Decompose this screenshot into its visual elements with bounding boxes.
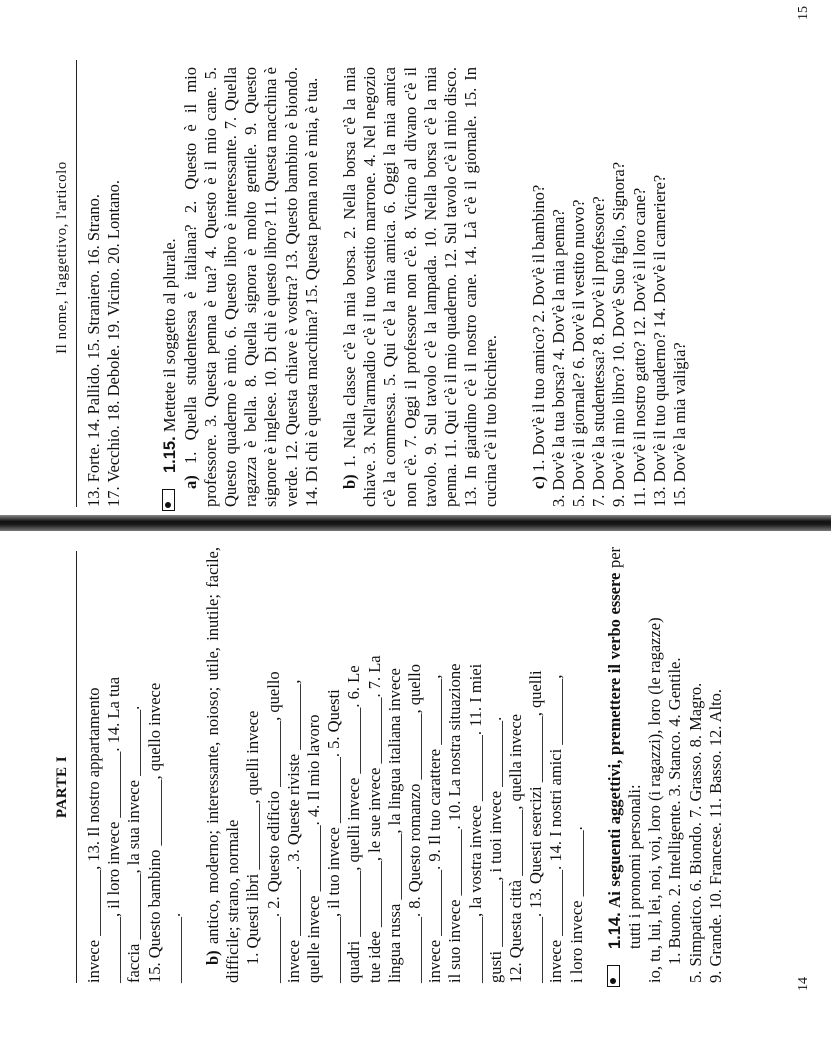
text-line: ________, il loro invece ________. 14. La tua <box>104 676 124 983</box>
exercise-line: ________. 8. Questo romanzo ________, quello <box>405 664 425 983</box>
exercise-items: 1. Buono. 2. Intelligente. 3. Stanco. 4. Gentile. <box>665 657 685 965</box>
page-header: Il nome, l'aggettivo, l'articolo <box>54 161 70 354</box>
text-line: 17. Vecchio. 18. Debole. 19. Vicino. 20. Lontano. <box>104 180 124 507</box>
audio-cassette-icon <box>162 489 175 511</box>
exercise-line: ________. 2. Questo edificio ________, quello <box>263 671 283 983</box>
exercise-instruction: Ai seguenti aggettivi, premettere il verbo <box>604 619 624 908</box>
exercise-line: ________. 13. Questi esercizi ________, quelli <box>526 670 546 983</box>
right-page <box>0 0 831 515</box>
spacer <box>502 67 520 507</box>
spacer <box>322 67 340 507</box>
pronoun-list: io, tu, lui, lei, noi, voi, loro (i ragazzi), loro (le ragazze) <box>645 617 665 983</box>
exercise-number: 1.15. <box>161 436 180 473</box>
exercise-line: invece ________. 9. Il tuo carattere ________, <box>425 674 445 983</box>
exercise-line: 5. Dov'è il giornale? 6. Dov'è il vestito nuovo? <box>569 199 589 507</box>
part-a-label: a) <box>180 475 200 489</box>
part-a-paragraph <box>181 67 322 507</box>
page-number: 15 <box>796 6 811 20</box>
exercise-line: 7. Dov'è la studentessa? 8. Dov'è il professore? <box>589 196 609 507</box>
spacer <box>520 67 529 507</box>
header-rule <box>76 60 77 507</box>
header-rule <box>76 551 77 983</box>
exercise-line: tue idee ________, le sue invece ________. 7. La <box>364 655 384 983</box>
exercise-line: 11. Dov'è il nostro gatto? 12. Dov'è il loro cane? <box>629 187 649 507</box>
exercise-line: 15. Dov'è la mia valigia? <box>670 342 690 507</box>
exercise-line: quadri ________, quelli invece ________. 6. Le <box>344 665 364 983</box>
exercise-line: lingua russa ________, la lingua italiana invece <box>384 668 404 983</box>
exercise-number: 1.14. <box>605 912 624 949</box>
spacer <box>142 67 160 507</box>
part-c-label: c) <box>528 476 548 489</box>
exercise-instruction: Mettete il soggetto al plurale. <box>160 238 180 433</box>
exercise-line: gusti ________, i tuoi invece ________. <box>485 716 505 983</box>
exercise-line: 1. Questi libri ________, quelli invece <box>243 710 263 965</box>
left-page <box>0 531 831 1043</box>
page-number: 14 <box>796 977 811 991</box>
exercise-items: 9. Grande. 10. Francese. 11. Basso. 12. Alto. <box>705 688 725 983</box>
exercise-line: 3. Dov'è la tua borsa? 4. Dov'è la mia penna? <box>548 209 568 507</box>
spacer <box>185 547 203 983</box>
text-line: ________. <box>164 912 184 983</box>
adjective-list: antico, moderno; interessante, noioso; utile, inutile; facile, difficile; strano, normale <box>203 546 243 983</box>
exercise-line: ________, la vostra invece ________. 11. I miei <box>465 663 485 983</box>
left-text-column <box>84 547 726 983</box>
text-line: faccia ________, la sua invece ________. <box>124 705 144 983</box>
part-b-label: b) <box>203 950 223 965</box>
exercise-line: il suo invece ________. 10. La nostra situazione <box>445 663 465 983</box>
book-spine-shadow <box>0 515 831 531</box>
exercise-line: invece ________. 14. I nostri amici ________, <box>546 674 566 983</box>
exercise-instruction-end: per tutti i pronomi personali: <box>604 546 645 949</box>
exercise-1-15-heading <box>160 67 180 507</box>
exercise-1-14-heading <box>605 547 645 983</box>
text-line: 15. Questo bambino ________, quello invece <box>144 682 164 983</box>
exercise-line: i loro invece ________. <box>566 826 586 983</box>
part-c-first-line <box>529 67 549 507</box>
right-text-column <box>84 67 690 507</box>
part-b-text: 1. Nella classe c'è la mia borsa. 2. Nella borsa c'è la mia chiave. 3. Nell'armadio c'è il tuo vestito marrone. 4. Nel negozio c'è la commessa. 5. Qui c'è la mia amica. 6. Oggi la mia amica non c'è. 7. Oggi il professore non c'è. 8. Vicino al divano c'è il tavolo. 9. Sul tavolo c'è la lampada. 10. Nella borsa c'è la mia penna. 11. Qui c'è il mio quaderno. 12. Sul tavolo c'è il mio disco. 13. In giardino c'è il nostro cane. 14. Là c'è il giornale. 15. In cucina c'è il tuo bicchiere. <box>340 66 501 507</box>
text-line: 13. Forte. 14. Pallido. 15. Straniero. 16. Strano. <box>84 193 103 507</box>
part-b-intro <box>203 547 243 983</box>
spacer <box>587 547 605 983</box>
page-header: PARTE I <box>54 755 70 819</box>
part-b-paragraph <box>340 67 502 507</box>
exercise-line: 13. Dov'è il tuo quaderno? 14. Dov'è il cameriere? <box>649 174 669 507</box>
part-b-label: b) <box>340 474 360 489</box>
exercise-items: 5. Simpatico. 6. Biondo. 7. Grasso. 8. Magro. <box>685 682 705 983</box>
bold-keyword: essere <box>604 572 624 615</box>
exercise-line: quelle invece ________. 4. Il mio lavoro <box>304 714 324 983</box>
text-line: invece ________, 13. Il nostro appartamento <box>84 687 103 983</box>
exercise-line: invece ________. 3. Queste riviste ________, <box>283 679 303 983</box>
exercise-line: 9. Dov'è il mio libro? 10. Dov'è Suo figlio, Signora? <box>609 161 629 507</box>
exercise-line: ________, il tuo invece ________. 5. Questi <box>324 689 344 983</box>
exercise-line: 1. Dov'è il tuo amico? 2. Dov'è il bambino? <box>528 184 548 473</box>
part-a-text: 1. Quella studentessa è italiana? 2. Questo è il mio professore. 3. Questa penna è tua? 4. Questo è il mio cane. 5. Questo quaderno è mio. 6. Questo libro è interessante. 7. Quella ragazza è bella. 8. Quella signora è molto gentile. 9. Questo signore è inglese. 10. Di chi è questo libro? 11. Questa macchina è verde. 12. Questa chiave è vostra? 13. Questo bambino è biondo. 14. Di chi è questa macchina? 15. Questa penna non è mia, è tua. <box>180 66 321 507</box>
audio-cassette-icon <box>607 965 620 987</box>
spacer <box>124 67 142 507</box>
exercise-line: 12. Questa città ________, quella invece <box>506 714 526 983</box>
